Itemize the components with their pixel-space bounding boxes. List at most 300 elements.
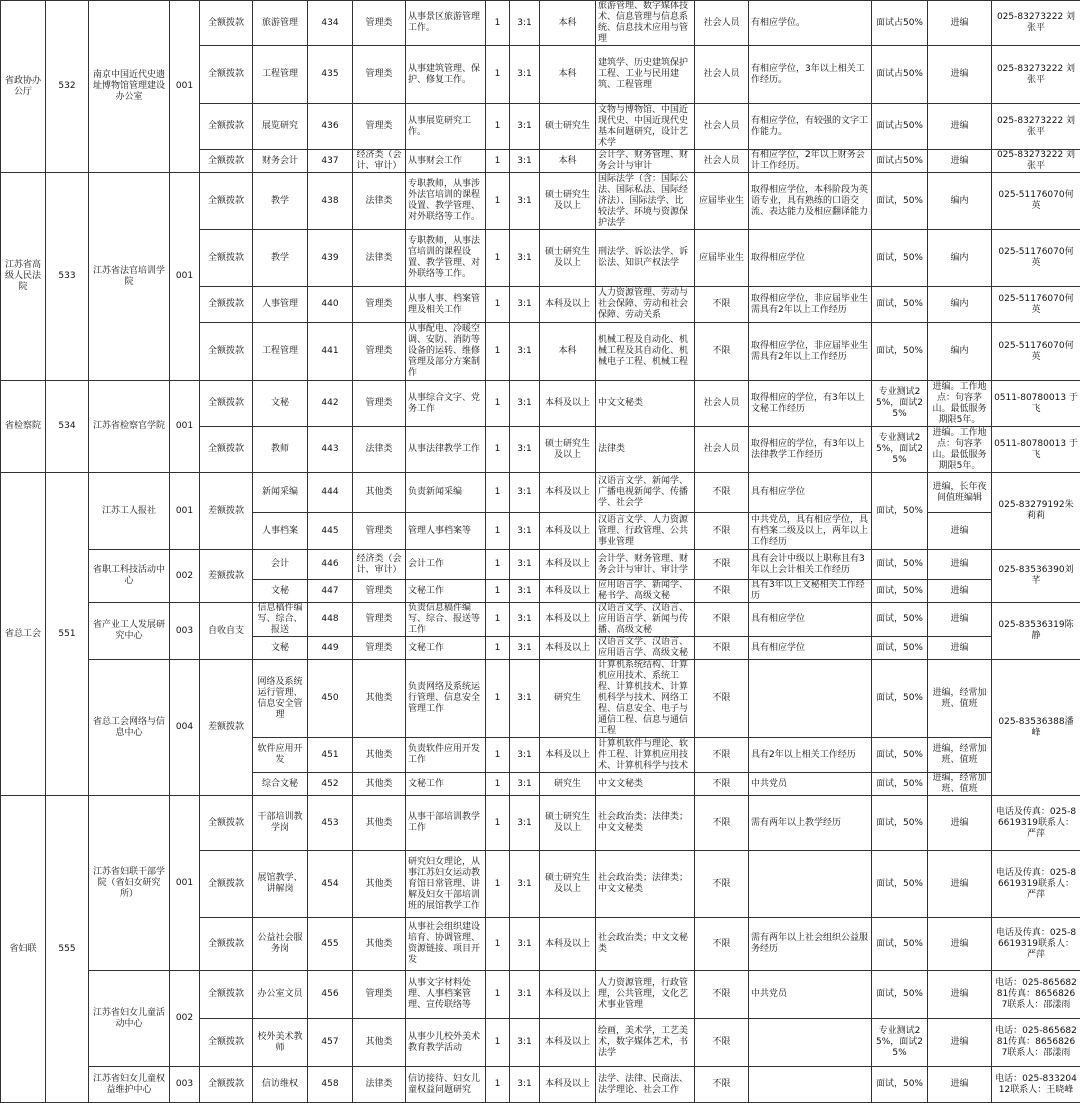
cell-position-name: 会计 (253, 550, 308, 580)
cell-position-category: 管理类 (353, 323, 406, 381)
cell-interview-ratio: 3:1 (510, 173, 540, 230)
cell-interview-ratio: 3:1 (510, 580, 540, 603)
cell-position-name: 办公室文员 (253, 971, 308, 1019)
cell-unit-code: 001 (170, 381, 200, 473)
cell-job-description: 从事社会组织建设培育、协调管理、资源链接、项目开发 (406, 918, 486, 971)
cell-education: 本科及以上 (540, 603, 596, 637)
cell-exam-ratio: 面试，50% (872, 773, 928, 796)
cell-job-description: 从事综合文字、党务工作 (406, 381, 486, 427)
cell-position-category: 管理类 (353, 381, 406, 427)
cell-position-code: 455 (308, 918, 353, 971)
cell-interview-ratio: 3:1 (510, 381, 540, 427)
cell-contact: 0511-80780013 于飞 (992, 381, 1080, 427)
cell-position-code: 439 (308, 230, 353, 287)
cell-major: 中文文秘类 (596, 773, 695, 796)
cell-unit-name: 江苏省法官培训学院 (89, 173, 170, 381)
cell-interview-ratio: 3:1 (510, 427, 540, 473)
cell-hire-count: 1 (486, 323, 510, 381)
cell-funding-type: 全额拨款 (200, 796, 253, 851)
table-row (1, 971, 1080, 1019)
cell-remarks: 进编 (928, 46, 992, 104)
cell-unit-name: 江苏省妇女儿童权益维护中心 (89, 1067, 170, 1103)
cell-position-category: 管理类 (353, 637, 406, 660)
cell-remarks: 进编 (928, 550, 992, 580)
cell-education: 本科及以上 (540, 580, 596, 603)
cell-education: 本科 (540, 150, 596, 173)
cell-exam-ratio: 面试，50% (872, 473, 928, 550)
cell-major: 建筑学、历史建筑保护工程、工业与民用建筑、工程管理 (596, 46, 695, 104)
cell-interview-ratio: 3:1 (510, 323, 540, 381)
cell-hire-count: 1 (486, 637, 510, 660)
cell-position-category: 管理类 (353, 971, 406, 1019)
cell-job-description: 文秘工作 (406, 637, 486, 660)
cell-job-description: 研究妇女理论，从事江苏妇女运动教育馆日常管理、讲解及妇女干部培训班的展馆教学工作 (406, 851, 486, 918)
cell-position-category: 管理类 (353, 603, 406, 637)
cell-interview-ratio: 3:1 (510, 473, 540, 513)
cell-major: 绘画，美术学，工艺美术，数字媒体艺术，书法学 (596, 1019, 695, 1067)
cell-recruit-target: 不限 (695, 637, 749, 660)
cell-recruit-target: 不限 (695, 851, 749, 918)
cell-recruit-target: 不限 (695, 660, 749, 738)
cell-contact: 025-83273222 刘张平 (992, 150, 1080, 173)
cell-funding-type: 全额拨款 (200, 851, 253, 918)
cell-position-name: 干部培训教学岗 (253, 796, 308, 851)
cell-department: 省妇联 (1, 796, 46, 1103)
cell-other-requirements: 具有会计中级以上职称且有3年以上会计相关工作经历 (749, 550, 872, 580)
cell-hire-count: 1 (486, 1019, 510, 1067)
cell-job-description: 专职教师，从事涉外法官培训的课程设置、教学管理、对外联络等工作。 (406, 173, 486, 230)
cell-position-category: 法律类 (353, 230, 406, 287)
cell-position-code: 442 (308, 381, 353, 427)
cell-other-requirements: 需有两年以上社会组织公益服务经历 (749, 918, 872, 971)
cell-funding-type: 全额拨款 (200, 104, 253, 150)
cell-remarks: 编内 (928, 173, 992, 230)
cell-funding-type: 全额拨款 (200, 173, 253, 230)
cell-position-code: 446 (308, 550, 353, 580)
cell-major: 汉语言文学、人力资源管理、行政管理、公共事业管理 (596, 513, 695, 550)
cell-funding-type: 全额拨款 (200, 230, 253, 287)
cell-unit-name: 南京中国近代史遗址博物馆管理建设办公室 (89, 1, 170, 173)
cell-job-description: 文秘工作 (406, 773, 486, 796)
cell-major: 刑法学、诉讼法学、诉讼法、知识产权法学 (596, 230, 695, 287)
cell-funding-type: 全额拨款 (200, 1019, 253, 1067)
cell-other-requirements: 取得相应的学位，有3年以上法律教学工作经历 (749, 427, 872, 473)
cell-contact: 025-83273222 刘张平 (992, 1, 1080, 46)
cell-major: 汉语言文学、汉语言、应用语言学、新闻与传播、高级文秘 (596, 603, 695, 637)
cell-interview-ratio: 3:1 (510, 773, 540, 796)
cell-recruit-target: 社会人员 (695, 104, 749, 150)
cell-contact: 025-51176070何英 (992, 173, 1080, 230)
cell-position-name: 文秘 (253, 580, 308, 603)
cell-exam-ratio: 专业测试25%，面试25% (872, 1019, 928, 1067)
cell-education: 硕士研究生及以上 (540, 851, 596, 918)
cell-position-name: 文秘 (253, 637, 308, 660)
cell-education: 硕士研究生 (540, 104, 596, 150)
cell-position-code: 436 (308, 104, 353, 150)
cell-funding-type: 全额拨款 (200, 287, 253, 323)
cell-exam-ratio: 面试占50% (872, 1, 928, 46)
cell-remarks: 进编 (928, 580, 992, 603)
cell-position-code: 441 (308, 323, 353, 381)
cell-other-requirements: 有相应学位，3年以上相关工作经历。 (749, 46, 872, 104)
cell-hire-count: 1 (486, 173, 510, 230)
cell-education: 本科 (540, 323, 596, 381)
cell-education: 本科及以上 (540, 637, 596, 660)
cell-exam-ratio: 专业测试25%，面试25% (872, 427, 928, 473)
cell-interview-ratio: 3:1 (510, 1019, 540, 1067)
cell-exam-ratio: 专业测试25%，面试25% (872, 381, 928, 427)
cell-recruit-target: 不限 (695, 971, 749, 1019)
cell-remarks: 编内 (928, 323, 992, 381)
cell-position-category: 其他类 (353, 1019, 406, 1067)
cell-unit-code: 003 (170, 603, 200, 660)
cell-position-category: 管理类 (353, 287, 406, 323)
cell-recruit-target: 社会人员 (695, 427, 749, 473)
cell-job-description: 从事配电、冷暖空调、安防、消防等设备的运转、维修管理及部分方案制作 (406, 323, 486, 381)
cell-funding-type: 全额拨款 (200, 1067, 253, 1103)
cell-education: 本科及以上 (540, 381, 596, 427)
cell-job-description: 专职教师，从事法官培训的课程设置、教学管理、对外联络等工作。 (406, 230, 486, 287)
cell-unit-name: 省产业工人发展研究中心 (89, 603, 170, 660)
cell-position-category: 法律类 (353, 173, 406, 230)
cell-position-name: 展览研究 (253, 104, 308, 150)
cell-position-code: 440 (308, 287, 353, 323)
cell-position-code: 445 (308, 513, 353, 550)
cell-exam-ratio: 面试，50% (872, 637, 928, 660)
cell-position-category: 其他类 (353, 473, 406, 513)
cell-position-name: 人事档案 (253, 513, 308, 550)
cell-job-description: 信访接待、妇女儿童权益问题研究 (406, 1067, 486, 1103)
cell-major: 应用语言学、新闻学、秘书学、高级文秘 (596, 580, 695, 603)
cell-major: 机械工程及自动化、机械工程及其自动化、机械电子工程、机械工程 (596, 323, 695, 381)
cell-position-code: 454 (308, 851, 353, 918)
cell-position-code: 443 (308, 427, 353, 473)
cell-job-description: 从事展览研究工作。 (406, 104, 486, 150)
cell-contact: 0511-80780013 于飞 (992, 427, 1080, 473)
cell-funding-type: 全额拨款 (200, 1, 253, 46)
cell-unit-code: 001 (170, 1, 200, 173)
cell-remarks: 进编 (928, 971, 992, 1019)
cell-remarks: 编内 (928, 230, 992, 287)
cell-contact: 025-83536388潘峰 (992, 660, 1080, 796)
cell-major: 汉语言文学、汉语言、应用语言学、高级文秘 (596, 637, 695, 660)
cell-position-name: 综合文秘 (253, 773, 308, 796)
cell-major: 计算机软件与理论、软件工程、计算机应用技术、计算机科学与技术 (596, 738, 695, 773)
cell-exam-ratio: 面试，50% (872, 660, 928, 738)
cell-interview-ratio: 3:1 (510, 603, 540, 637)
cell-position-name: 信访维权 (253, 1067, 308, 1103)
cell-other-requirements: 中共党员，具有相应学位，具有档案二级及以上，两年以上工作经历 (749, 513, 872, 550)
cell-position-category: 管理类 (353, 104, 406, 150)
cell-position-name: 网络及系统运行管理、信息安全管理 (253, 660, 308, 738)
cell-interview-ratio: 3:1 (510, 851, 540, 918)
cell-exam-ratio: 面试，50% (872, 1067, 928, 1103)
cell-contact: 电话及传真：025-86619319联系人：严萍 (992, 851, 1080, 918)
cell-other-requirements: 取得相应的学位，有3年以上文秘工作经历 (749, 381, 872, 427)
cell-contact: 电话：025-86568281传真：86568267联系人：邵漾雨 (992, 971, 1080, 1019)
cell-position-code: 438 (308, 173, 353, 230)
cell-major: 社会政治类；中文文秘类 (596, 918, 695, 971)
cell-other-requirements: 有相应学位。 (749, 1, 872, 46)
cell-other-requirements: 具有相应学位 (749, 637, 872, 660)
cell-contact: 025-83536319陈静 (992, 603, 1080, 660)
cell-position-name: 教学 (253, 173, 308, 230)
cell-remarks: 进编 (928, 1067, 992, 1103)
table-row (1, 381, 1080, 427)
cell-education: 硕士研究生及以上 (540, 796, 596, 851)
cell-education: 研究生 (540, 773, 596, 796)
cell-position-code: 450 (308, 660, 353, 738)
cell-recruit-target: 不限 (695, 738, 749, 773)
cell-position-category: 经济类（会计、审计） (353, 150, 406, 173)
cell-job-description: 从事建筑管理、保护、修复工作。 (406, 46, 486, 104)
cell-job-description: 从事少儿校外美术教育教学活动 (406, 1019, 486, 1067)
cell-position-code: 449 (308, 637, 353, 660)
cell-exam-ratio: 面试，50% (872, 287, 928, 323)
cell-hire-count: 1 (486, 473, 510, 513)
table-row (1, 1, 1080, 46)
cell-hire-count: 1 (486, 46, 510, 104)
cell-other-requirements: 中共党员 (749, 971, 872, 1019)
cell-unit-name: 江苏工人报社 (89, 473, 170, 550)
cell-hire-count: 1 (486, 550, 510, 580)
cell-position-category: 其他类 (353, 738, 406, 773)
cell-department: 江苏省高级人民法院 (1, 173, 46, 381)
cell-other-requirements: 具有相应学位 (749, 603, 872, 637)
cell-unit-name: 省职工科技活动中心 (89, 550, 170, 603)
cell-job-description: 从事财会工作 (406, 150, 486, 173)
cell-major: 旅游管理、数字媒体技术、信息管理与信息系统、信息技术应用与管理 (596, 1, 695, 46)
cell-interview-ratio: 3:1 (510, 287, 540, 323)
cell-interview-ratio: 3:1 (510, 1067, 540, 1103)
cell-hire-count: 1 (486, 918, 510, 971)
cell-dept-code: 555 (46, 796, 89, 1103)
cell-exam-ratio: 面试，50% (872, 603, 928, 637)
cell-funding-type: 自收自支 (200, 603, 253, 660)
cell-position-name: 文秘 (253, 381, 308, 427)
cell-contact: 电话及传真：025-86619319联系人：严萍 (992, 796, 1080, 851)
cell-position-name: 展馆教学、讲解岗 (253, 851, 308, 918)
cell-job-description: 从事干部培训教学工作 (406, 796, 486, 851)
cell-remarks: 进编 (928, 1, 992, 46)
cell-contact: 025-83279192朱莉莉 (992, 473, 1080, 550)
cell-education: 本科及以上 (540, 971, 596, 1019)
cell-contact: 电话：025-86568281传真：86568267联系人：邵漾雨 (992, 1019, 1080, 1067)
cell-hire-count: 1 (486, 971, 510, 1019)
cell-contact: 电话及传真：025-86619319联系人：严萍 (992, 918, 1080, 971)
cell-position-code: 448 (308, 603, 353, 637)
cell-recruit-target: 不限 (695, 323, 749, 381)
cell-funding-type: 全额拨款 (200, 323, 253, 381)
cell-other-requirements: 具有相应学位 (749, 473, 872, 513)
cell-recruit-target: 社会人员 (695, 150, 749, 173)
cell-contact: 025-51176070何英 (992, 230, 1080, 287)
cell-position-code: 434 (308, 1, 353, 46)
cell-major: 汉语言文学、新闻学、广播电视新闻学、传播学、社会学 (596, 473, 695, 513)
cell-position-code: 456 (308, 971, 353, 1019)
cell-job-description: 负责新闻采编 (406, 473, 486, 513)
cell-exam-ratio: 面试，50% (872, 230, 928, 287)
cell-funding-type: 全额拨款 (200, 150, 253, 173)
cell-exam-ratio: 面试，50% (872, 550, 928, 580)
cell-other-requirements: 有相应学位，2年以上财务会计工作经历。 (749, 150, 872, 173)
cell-position-code: 451 (308, 738, 353, 773)
cell-job-description: 从事法律教学工作 (406, 427, 486, 473)
cell-recruit-target: 应届毕业生 (695, 230, 749, 287)
cell-hire-count: 1 (486, 796, 510, 851)
cell-education: 硕士研究生及以上 (540, 427, 596, 473)
cell-hire-count: 1 (486, 427, 510, 473)
cell-position-category: 其他类 (353, 918, 406, 971)
cell-unit-name: 省总工会网络与信息中心 (89, 660, 170, 796)
cell-job-description: 文秘工作 (406, 580, 486, 603)
cell-recruit-target: 社会人员 (695, 381, 749, 427)
cell-major: 人力资源管理，行政管理，公共管理，文化艺术事业管理 (596, 971, 695, 1019)
cell-unit-name: 江苏省妇女儿童活动中心 (89, 971, 170, 1067)
cell-hire-count: 1 (486, 851, 510, 918)
cell-remarks: 进编 (928, 150, 992, 173)
cell-position-code: 457 (308, 1019, 353, 1067)
cell-recruit-target: 不限 (695, 796, 749, 851)
cell-recruit-target: 不限 (695, 580, 749, 603)
cell-remarks: 进编 (928, 1019, 992, 1067)
cell-exam-ratio: 面试，50% (872, 796, 928, 851)
cell-hire-count: 1 (486, 1, 510, 46)
cell-department: 省政协办公厅 (1, 1, 46, 173)
cell-contact: 电话：025-83320412联系人：王晓峰 (992, 1067, 1080, 1103)
table-row (1, 1067, 1080, 1103)
cell-position-code: 444 (308, 473, 353, 513)
cell-position-name: 教师 (253, 427, 308, 473)
cell-exam-ratio: 面试，50% (872, 323, 928, 381)
cell-unit-name: 江苏省检察官学院 (89, 381, 170, 473)
cell-dept-code: 532 (46, 1, 89, 173)
table-row (1, 550, 1080, 580)
cell-recruit-target: 社会人员 (695, 1, 749, 46)
cell-remarks: 进编。工作地点：句容茅山。最低服务期限5年。 (928, 381, 992, 427)
cell-hire-count: 1 (486, 580, 510, 603)
cell-position-name: 人事管理 (253, 287, 308, 323)
cell-recruit-target: 社会人员 (695, 46, 749, 104)
cell-hire-count: 1 (486, 150, 510, 173)
cell-other-requirements: 需有两年以上教学经历 (749, 796, 872, 851)
cell-remarks: 进编，经常加班、值班 (928, 773, 992, 796)
cell-major: 文物与博物馆、中国近现代史、中国近现代史基本问题研究，设计艺术学 (596, 104, 695, 150)
cell-remarks: 进编 (928, 918, 992, 971)
cell-interview-ratio: 3:1 (510, 660, 540, 738)
cell-exam-ratio: 面试，50% (872, 851, 928, 918)
cell-other-requirements: 取得相应学位，本科阶段为英语专业，具有熟练的口语交流、表达能力及相应翻译能力 (749, 173, 872, 230)
cell-funding-type: 全额拨款 (200, 918, 253, 971)
cell-remarks: 进编 (928, 796, 992, 851)
cell-interview-ratio: 3:1 (510, 150, 540, 173)
cell-unit-code: 002 (170, 550, 200, 603)
cell-major: 计算机系统结构、计算机应用技术、系统工程、计算机技术、计算机科学与技术、网络工程、信息安全、电子与通信工程、信息与通信工程 (596, 660, 695, 738)
table-row (1, 660, 1080, 738)
cell-other-requirements (749, 1019, 872, 1067)
cell-funding-type: 差额拨款 (200, 550, 253, 603)
table-row (1, 473, 1080, 513)
cell-major: 社会政治类；法律类；中文文秘类 (596, 796, 695, 851)
cell-position-category: 管理类 (353, 513, 406, 550)
cell-position-category: 管理类 (353, 46, 406, 104)
cell-recruit-target: 不限 (695, 603, 749, 637)
cell-hire-count: 1 (486, 287, 510, 323)
cell-job-description: 负责信息稿件编写、综合、报送等工作 (406, 603, 486, 637)
cell-position-category: 其他类 (353, 851, 406, 918)
cell-education: 本科及以上 (540, 550, 596, 580)
cell-position-code: 437 (308, 150, 353, 173)
cell-hire-count: 1 (486, 513, 510, 550)
cell-exam-ratio: 面试，50% (872, 173, 928, 230)
cell-other-requirements: 取得相应学位 (749, 230, 872, 287)
cell-exam-ratio: 面试占50% (872, 150, 928, 173)
cell-major: 国际法学（含：国际公法、国际私法、国际经济法）、国际法学、比较法学、环境与资源保护法学 (596, 173, 695, 230)
cell-remarks: 进编，经常加班、值班 (928, 660, 992, 738)
cell-remarks: 进编 (928, 104, 992, 150)
cell-interview-ratio: 3:1 (510, 738, 540, 773)
cell-education: 硕士研究生及以上 (540, 230, 596, 287)
cell-contact: 025-83536390刘芊 (992, 550, 1080, 603)
cell-recruit-target: 不限 (695, 287, 749, 323)
cell-position-code: 458 (308, 1067, 353, 1103)
cell-position-name: 旅游管理 (253, 1, 308, 46)
cell-unit-code: 001 (170, 796, 200, 971)
cell-position-name: 财务会计 (253, 150, 308, 173)
cell-position-category: 法律类 (353, 427, 406, 473)
cell-contact: 025-51176070何英 (992, 287, 1080, 323)
cell-exam-ratio: 面试，50% (872, 971, 928, 1019)
cell-position-name: 公益社会服务岗 (253, 918, 308, 971)
cell-other-requirements: 具有3年以上文秘相关工作经历 (749, 580, 872, 603)
cell-education: 本科及以上 (540, 287, 596, 323)
cell-major: 中文文秘类 (596, 381, 695, 427)
cell-hire-count: 1 (486, 104, 510, 150)
cell-education: 本科 (540, 46, 596, 104)
cell-funding-type: 差额拨款 (200, 473, 253, 550)
cell-interview-ratio: 3:1 (510, 513, 540, 550)
cell-interview-ratio: 3:1 (510, 46, 540, 104)
cell-interview-ratio: 3:1 (510, 104, 540, 150)
cell-major: 社会政治类；法律类；中文文秘类 (596, 851, 695, 918)
cell-other-requirements (749, 660, 872, 738)
cell-remarks: 进编。工作地点：句容茅山。最低服务期限5年。 (928, 427, 992, 473)
cell-position-category: 管理类 (353, 580, 406, 603)
cell-position-name: 信息稿件编写、综合、报送 (253, 603, 308, 637)
cell-interview-ratio: 3:1 (510, 230, 540, 287)
cell-major: 人力资源管理、劳动与社会保障、劳动和社会保障、劳动关系 (596, 287, 695, 323)
cell-other-requirements (749, 1067, 872, 1103)
cell-exam-ratio: 面试占50% (872, 104, 928, 150)
cell-interview-ratio: 3:1 (510, 971, 540, 1019)
cell-recruit-target: 应届毕业生 (695, 173, 749, 230)
cell-other-requirements: 取得相应学位，非应届毕业生需具有2年以上工作经历 (749, 287, 872, 323)
cell-interview-ratio: 3:1 (510, 796, 540, 851)
cell-position-name: 新闻采编 (253, 473, 308, 513)
cell-job-description: 会计工作 (406, 550, 486, 580)
cell-major: 法律类 (596, 427, 695, 473)
cell-position-category: 经济类（会计、审计） (353, 550, 406, 580)
cell-unit-code: 001 (170, 173, 200, 381)
cell-major: 会计学、财务管理、财务会计与审计 (596, 150, 695, 173)
cell-education: 本科及以上 (540, 1067, 596, 1103)
cell-job-description: 从事文字材料处理、人事档案管理、宣传联络等 (406, 971, 486, 1019)
cell-education: 本科及以上 (540, 473, 596, 513)
cell-education: 研究生 (540, 660, 596, 738)
cell-unit-code: 003 (170, 1067, 200, 1103)
cell-position-category: 法律类 (353, 1067, 406, 1103)
cell-exam-ratio: 面试，50% (872, 918, 928, 971)
